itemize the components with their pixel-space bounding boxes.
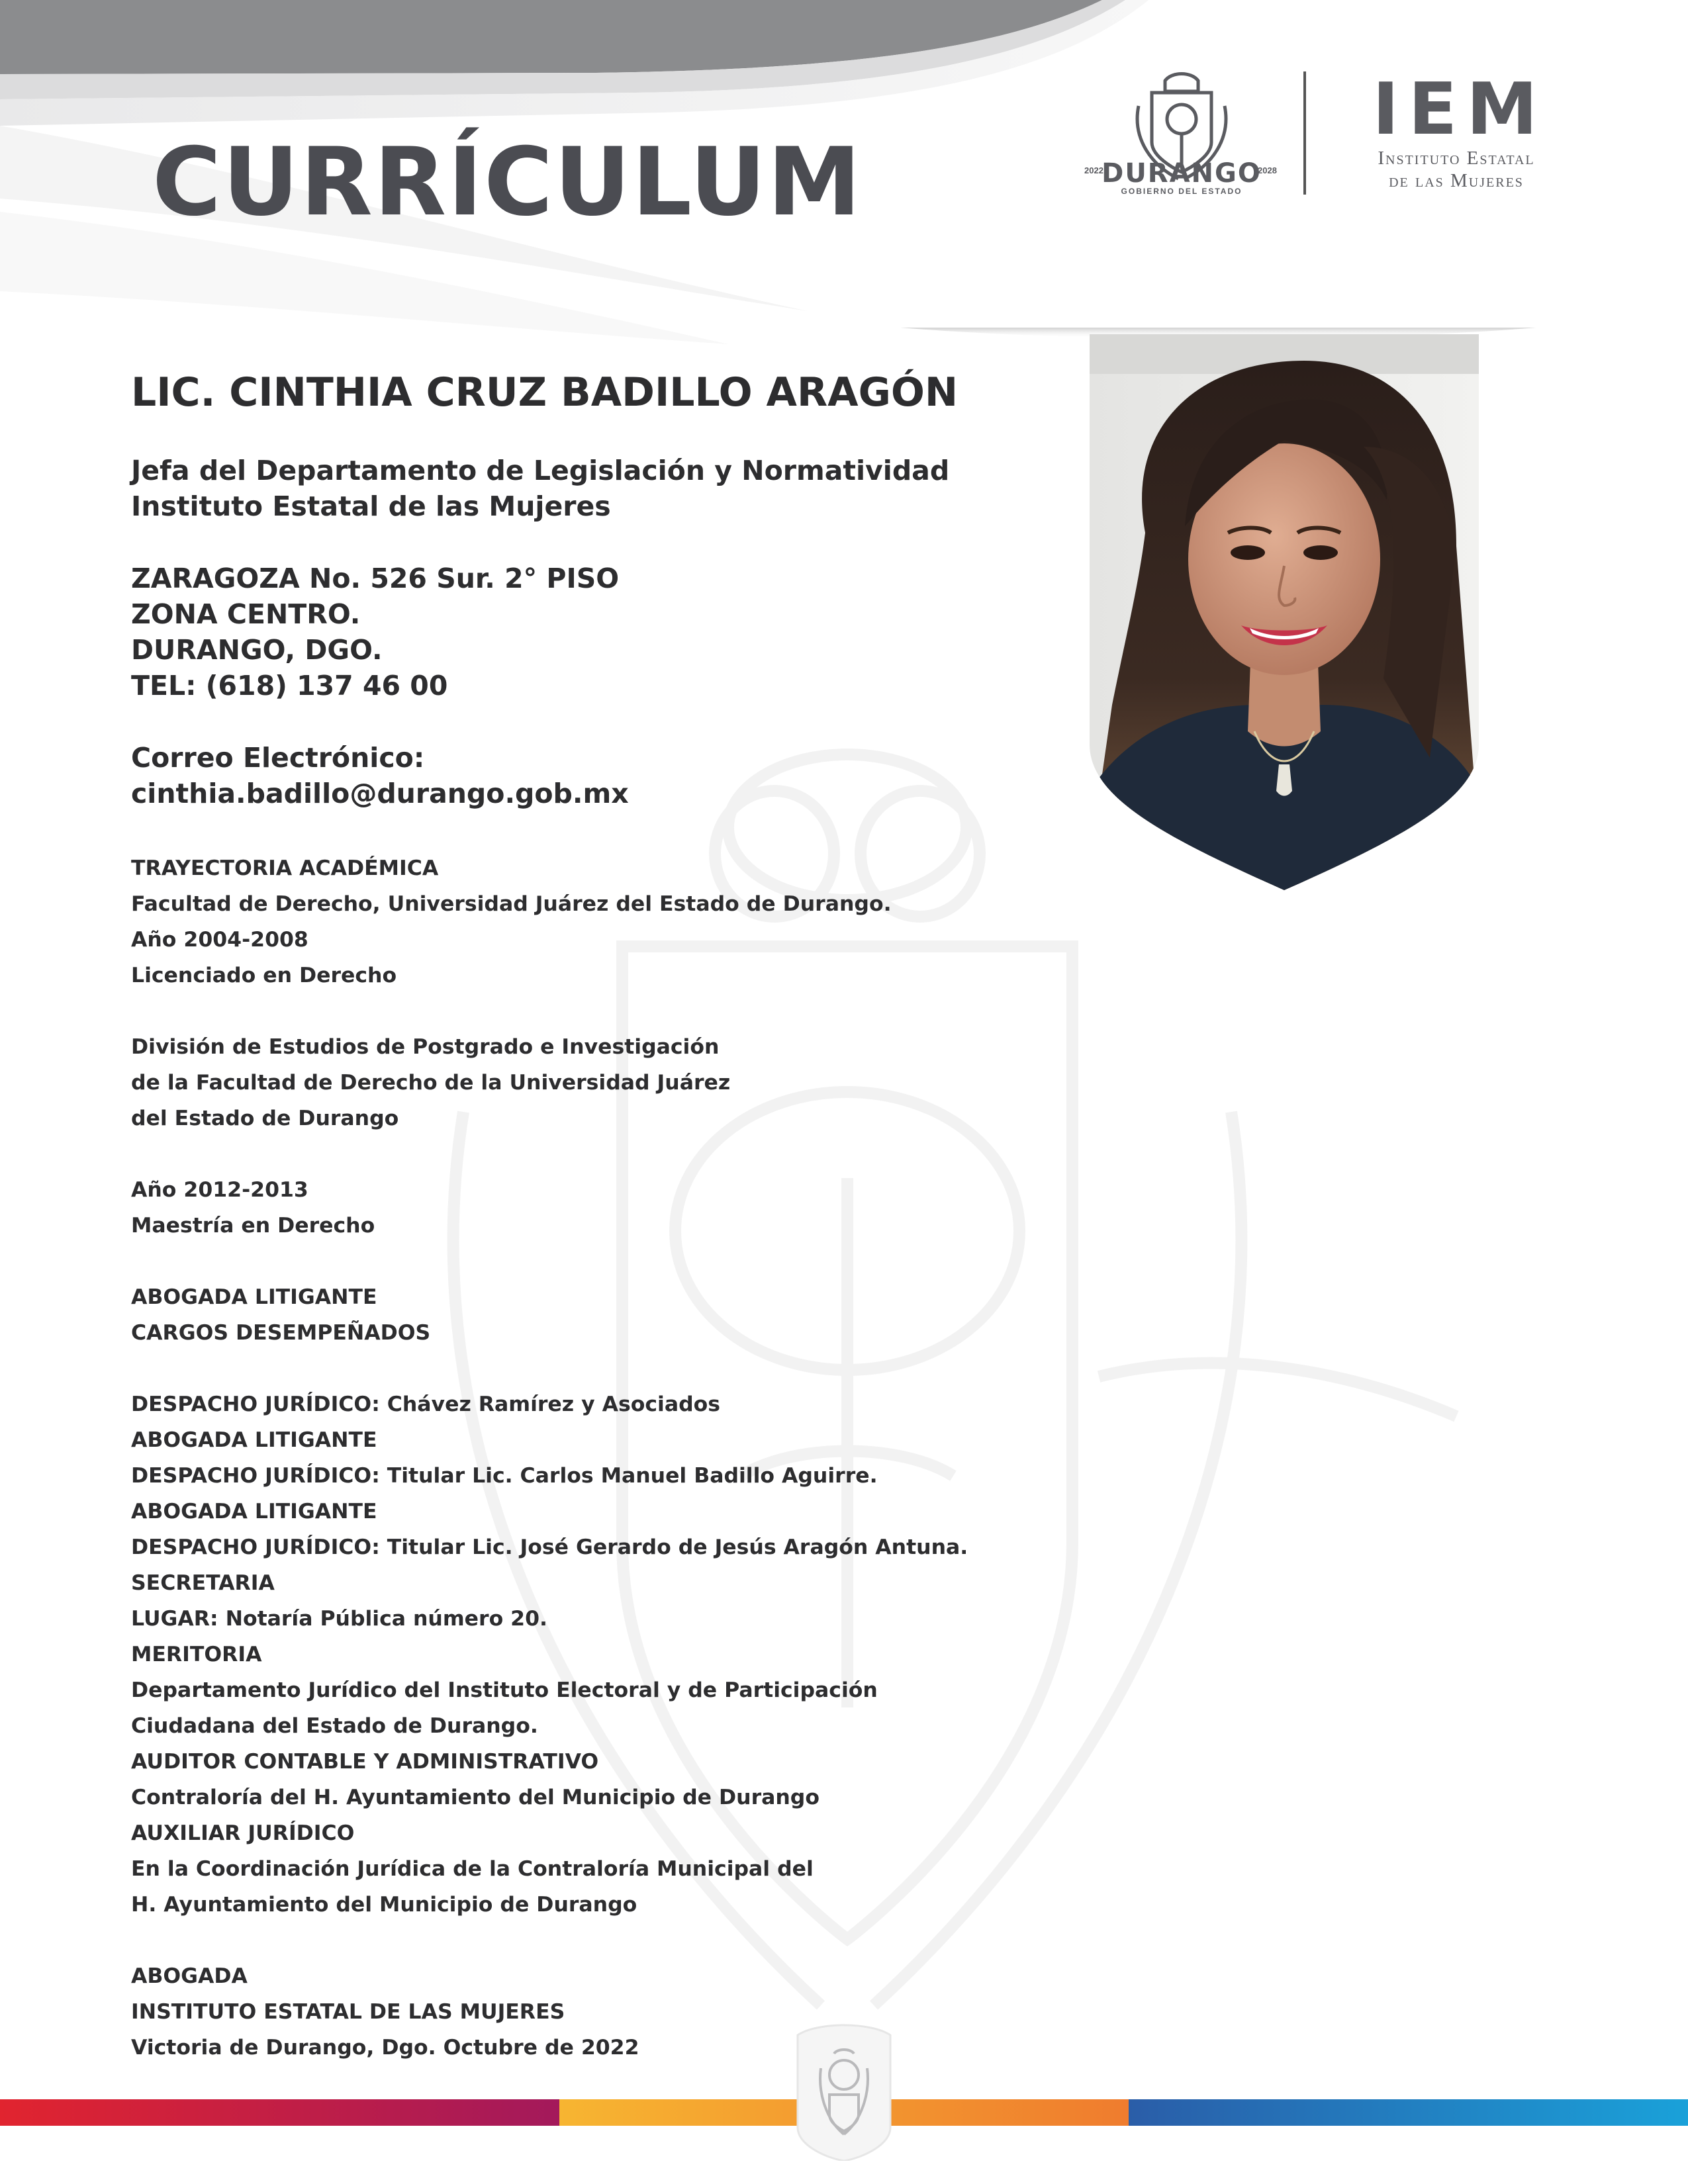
durango-wordmark: DURANGO <box>1102 158 1262 189</box>
body-line: DESPACHO JURÍDICO: Titular Lic. Carlos Manuel Badillo Aguirre. <box>131 1464 878 1488</box>
body-line <box>131 1244 968 1279</box>
body-line: ABOGADA LITIGANTE <box>131 1285 377 1309</box>
body-line: Licenciado en Derecho <box>131 964 397 987</box>
body-line: H. Ayuntamiento del Municipio de Durango <box>131 1893 637 1917</box>
iem-line1: Instituto Estatal <box>1378 148 1535 169</box>
body-line: Departamento Jurídico del Instituto Electoral y de Participación <box>131 1678 878 1702</box>
durango-year-left: 2022 <box>1084 165 1103 175</box>
body-line: Maestría en Derecho <box>131 1214 375 1238</box>
body-line: Victoria de Durango, Dgo. Octubre de 2022 <box>131 2036 639 2060</box>
body-line: Ciudadana del Estado de Durango. <box>131 1714 538 1738</box>
body-line: En la Coordinación Jurídica de la Contraloría Municipal del <box>131 1857 814 1881</box>
body-line: DESPACHO JURÍDICO: Chávez Ramírez y Asociados <box>131 1392 721 1416</box>
logo-divider <box>1303 71 1306 195</box>
body-line: del Estado de Durango <box>131 1107 399 1130</box>
body-line: ABOGADA LITIGANTE <box>131 1428 377 1452</box>
iem-line2: de las Mujeres <box>1389 170 1524 191</box>
body-line: de la Facultad de Derecho de la Universidad Juárez <box>131 1071 731 1095</box>
body-line: AUXILIAR JURÍDICO <box>131 1821 355 1845</box>
body-line: DESPACHO JURÍDICO: Titular Lic. José Gerardo de Jesús Aragón Antuna. <box>131 1535 968 1559</box>
body-line: División de Estudios de Postgrado e Investigación <box>131 1035 720 1059</box>
address-line-2: ZONA CENTRO. <box>131 598 361 630</box>
position-title: Jefa del Departamento de Legislación y Normatividad <box>131 455 950 486</box>
iem-acronym: IEM <box>1372 68 1547 151</box>
candidate-name: LIC. CINTHIA CRUZ BADILLO ARAGÓN <box>131 369 959 416</box>
phone-number: TEL: (618) 137 46 00 <box>131 670 448 702</box>
iem-logo <box>1357 68 1556 191</box>
body-line: MERITORIA <box>131 1643 262 1666</box>
profile-photo <box>1086 334 1483 890</box>
body-line <box>131 993 968 1029</box>
body-line: Contraloría del H. Ayuntamiento del Municipio de Durango <box>131 1786 820 1809</box>
durango-year-right: 2028 <box>1258 165 1277 175</box>
institution-name: Instituto Estatal de las Mujeres <box>131 490 611 522</box>
durango-government-logo <box>1072 66 1291 199</box>
body-line: LUGAR: Notaría Pública número 20. <box>131 1607 547 1631</box>
page-title: CURRÍCULUM <box>152 128 863 237</box>
body-line: AUDITOR CONTABLE Y ADMINISTRATIVO <box>131 1750 599 1774</box>
body-line <box>131 1923 968 1958</box>
address-line-1: ZARAGOZA No. 526 Sur. 2° PISO <box>131 563 620 594</box>
body-line: Facultad de Derecho, Universidad Juárez del Estado de Durango. <box>131 892 892 916</box>
body-line: ABOGADA <box>131 1964 248 1988</box>
body-line: SECRETARIA <box>131 1571 275 1595</box>
email-label: Correo Electrónico: <box>131 742 425 774</box>
address-line-3: DURANGO, DGO. <box>131 634 383 666</box>
body-line: Año 2012-2013 <box>131 1178 308 1202</box>
body-line: Año 2004-2008 <box>131 928 308 952</box>
durango-subtitle: GOBIERNO DEL ESTADO <box>1121 187 1243 196</box>
body-line: ABOGADA LITIGANTE <box>131 1500 377 1524</box>
footer-seal <box>791 2022 897 2161</box>
body-line <box>131 1351 968 1387</box>
body-line <box>131 1136 968 1172</box>
curriculum-body <box>131 850 968 2066</box>
body-line: CARGOS DESEMPEÑADOS <box>131 1321 431 1345</box>
body-line: INSTITUTO ESTATAL DE LAS MUJERES <box>131 2000 565 2024</box>
body-line: TRAYECTORIA ACADÉMICA <box>131 856 439 880</box>
email-address[interactable]: cinthia.badillo@durango.gob.mx <box>131 778 629 809</box>
